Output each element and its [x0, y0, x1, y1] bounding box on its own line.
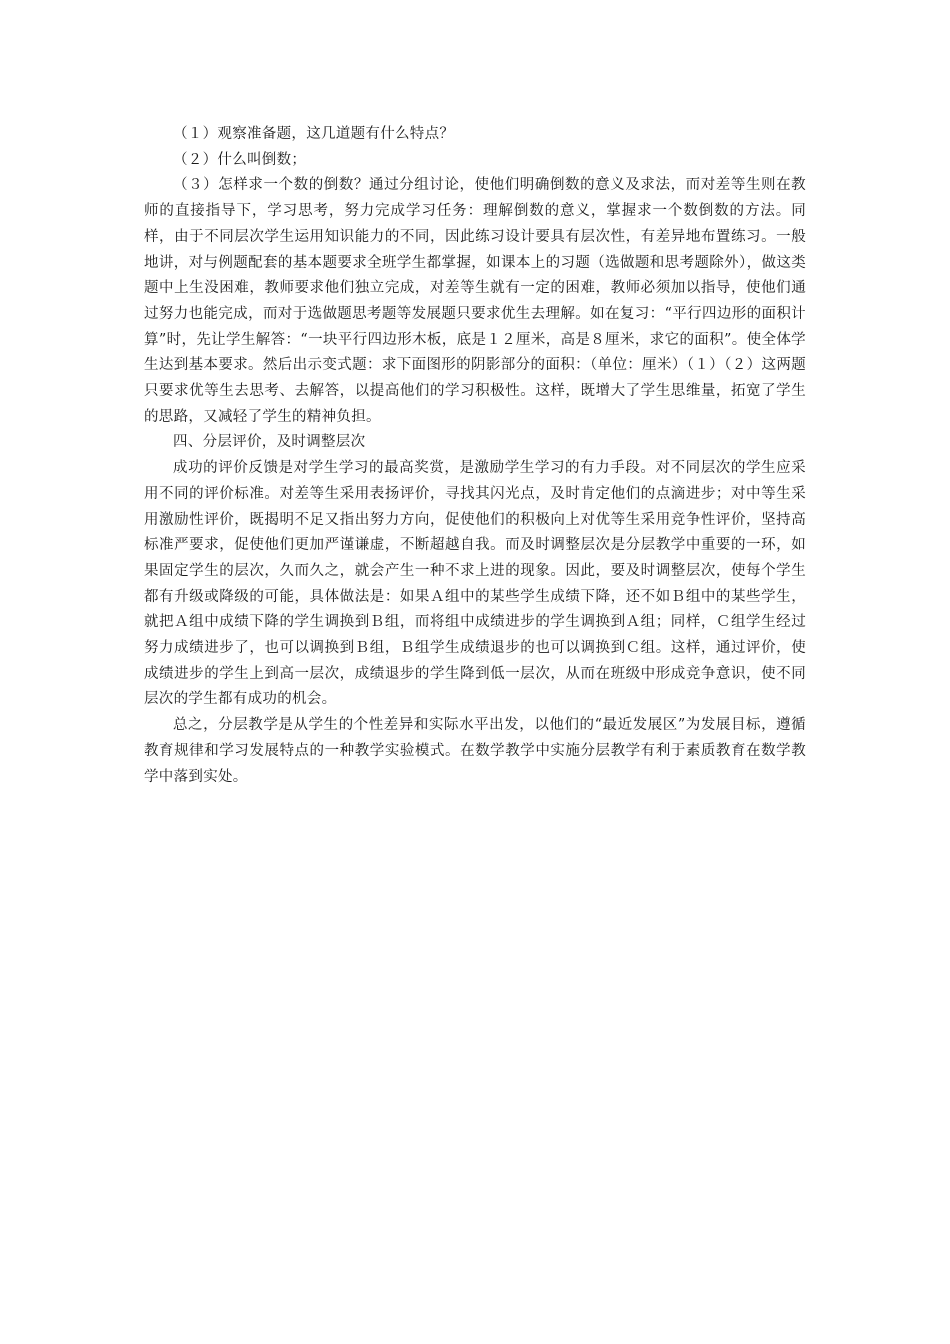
- paragraph-question-3: （３）怎样求一个数的倒数？通过分组讨论，使他们明确倒数的意义及求法，而对差等生则在教师的直接指导下，学习思考，努力完成学习任务：理解倒数的意义，掌握求一个数倒数的方法。同样，由于不同层次学生运用知识能力的不同，因此练习设计要具有层次性，有差异地布置练习。一般地讲，对与例题配套的基本题要求全班学生都掌握，如课本上的习题（选做题和思考题除外），做这类题中上生没困难，教师要求他们独立完成，对差等生就有一定的困难，教师必须加以指导，使他们通过努力也能完成，而对于选做题思考题等发展题只要求优生去理解。如在复习：“平行四边形的面积计算”时，先让学生解答：“一块平行四边形木板，底是１２厘米，高是８厘米，求它的面积”。使全体学生达到基本要求。然后出示变式题：求下面图形的阴影部分的面积：（单位：厘米）（１）（２）这两题只要求优等生去思考、去解答，以提高他们的学习积极性。这样，既增大了学生思维量，拓宽了学生的思路，又减轻了学生的精神负担。: [144, 177, 806, 425]
- paragraph-conclusion: 总之，分层教学是从学生的个性差异和实际水平出发，以他们的“最近发展区”为发展目标，遵循教育规律和学习发展特点的一种教学实验模式。在数学教学中实施分层教学有利于素质教育在数学教学中落到实处。: [144, 717, 806, 785]
- section-heading-4: 四、分层评价，及时调整层次: [173, 434, 366, 451]
- paragraph-question-1: （１）观察准备题，这几道题有什么特点？: [173, 126, 455, 142]
- paragraph-question-2: （２）什么叫倒数；: [173, 151, 307, 168]
- paragraph-evaluation: 成功的评价反馈是对学生学习的最高奖赏，是激励学生学习的有力手段。对不同层次的学生应采用不同的评价标准。对差等生采用表扬评价，寻找其闪光点，及时肯定他们的点滴进步；对中等生采用激励性评价，既揭明不足又指出努力方向，促使他们的积极向上对优等生采用竞争性评价，坚持高标准严要求，促使他们更加严谨谦虚，不断超越自我。而及时调整层次是分层教学中重要的一环，如果固定学生的层次，久而久之，就会产生一种不求上进的现象。因此，要及时调整层次，使每个学生都有升级或降级的可能，具体做法是：如果Ａ组中的某些学生成绩下降，还不如Ｂ组中的某些学生，就把Ａ组中成绩下降的学生调换到Ｂ组，而将组中成绩进步的学生调换到Ａ组；同样，Ｃ组学生经过努力成绩进步了，也可以调换到Ｂ组，Ｂ组学生成绩退步的也可以调换到Ｃ组。这样，通过评价，使成绩进步的学生上到高一层次，成绩退步的学生降到低一层次，从而在班级中形成竞争意识，使不同层次的学生都有成功的机会。: [144, 460, 806, 708]
- document-body: [144, 122, 806, 790]
